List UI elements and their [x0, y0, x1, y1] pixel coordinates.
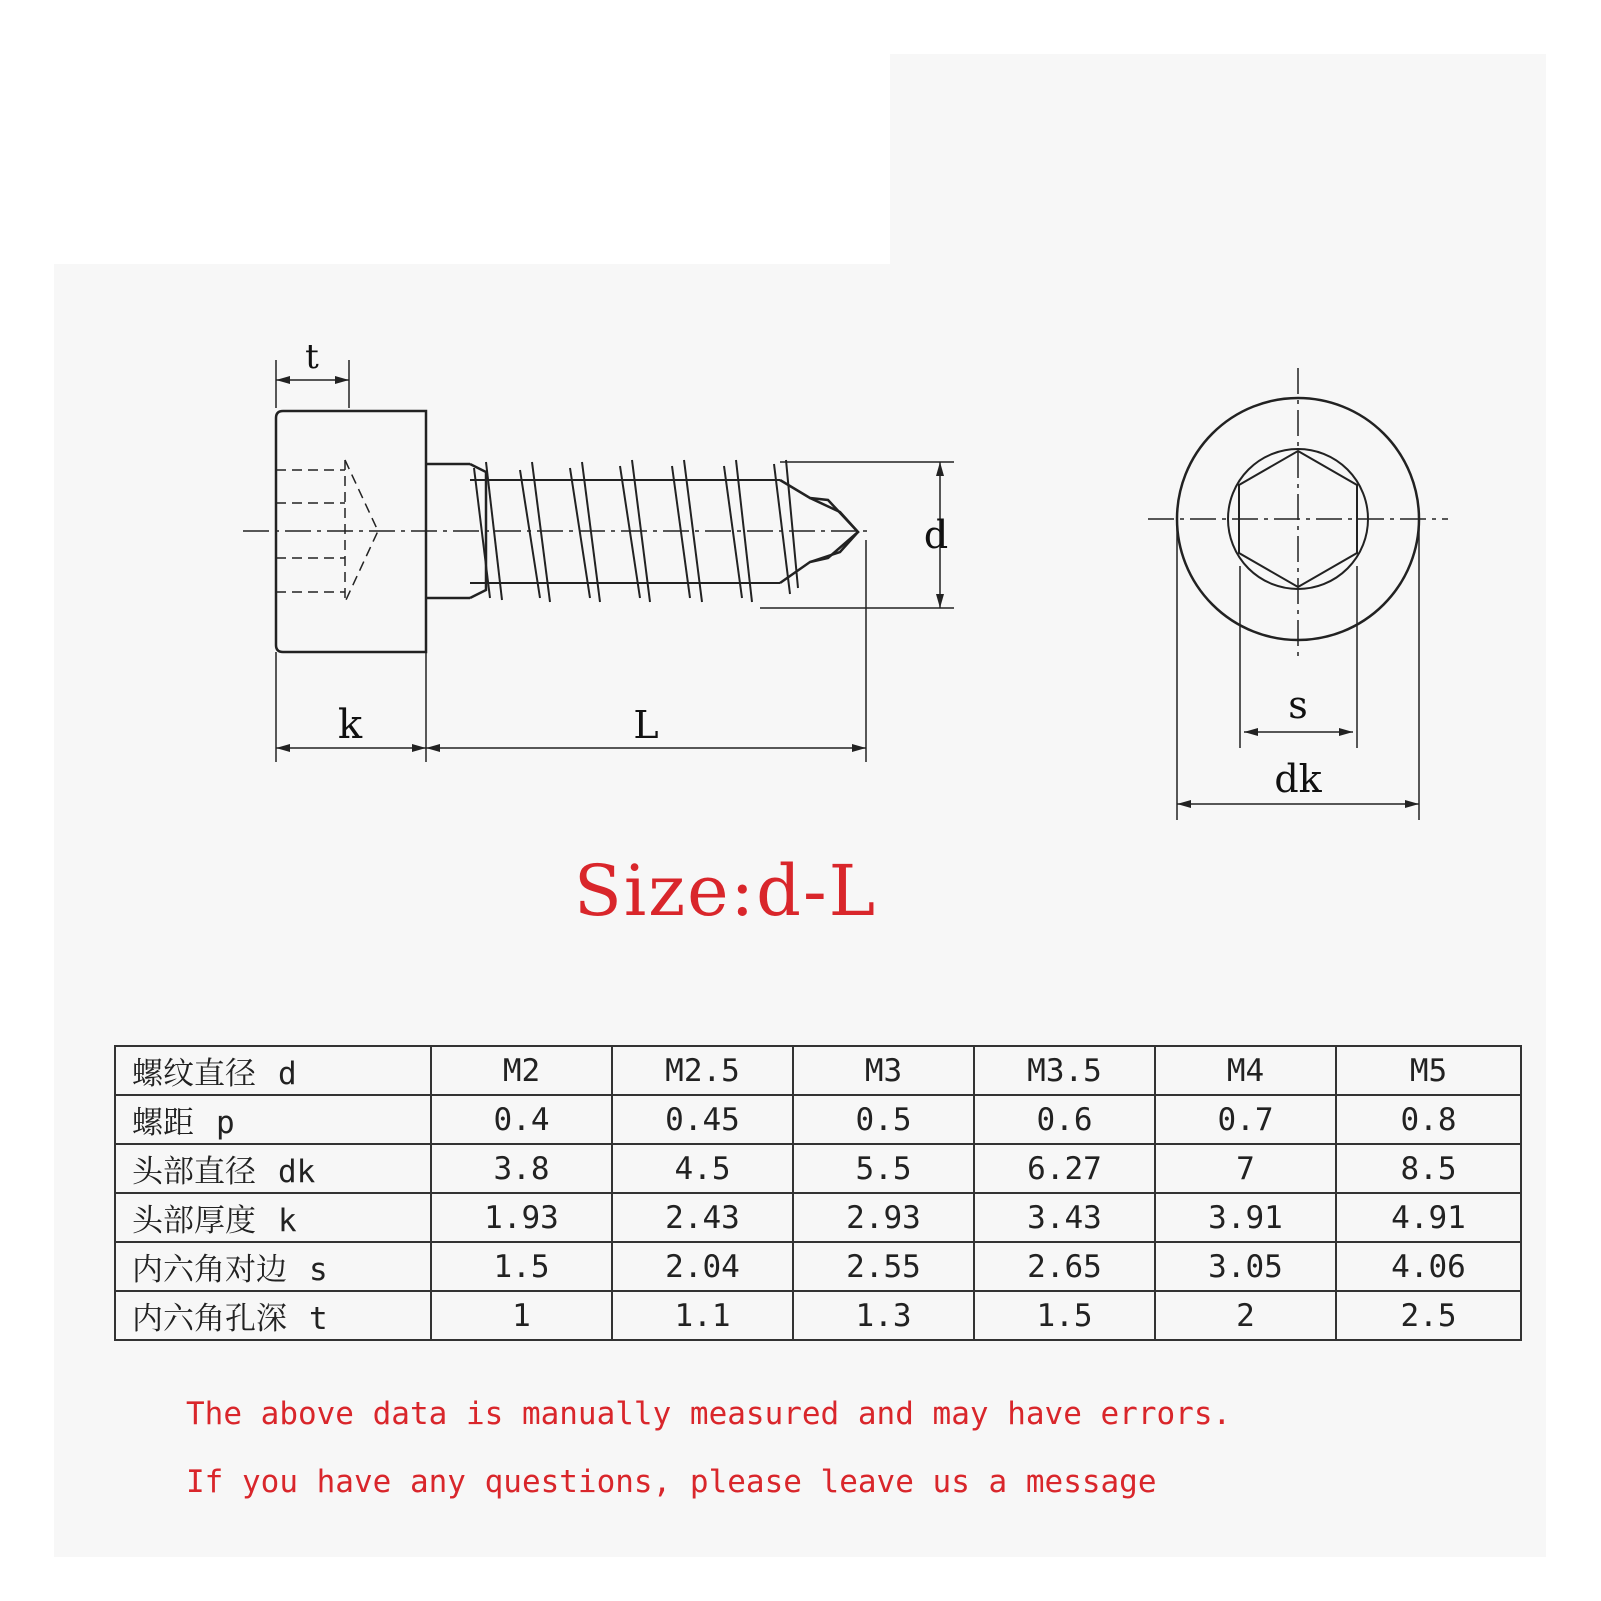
label-k: k	[337, 702, 363, 748]
specification-table	[114, 1045, 1522, 1341]
table-cell: 3.05	[1155, 1242, 1336, 1291]
row-label-text: 头部厚度	[132, 1203, 256, 1239]
row-symbol: dk	[278, 1154, 316, 1190]
table-cell: 1.93	[431, 1193, 612, 1242]
table-cell: 1	[431, 1291, 612, 1340]
table-cell: 0.4	[431, 1095, 612, 1144]
row-symbol: d	[278, 1056, 297, 1092]
table-cell: 1.1	[612, 1291, 793, 1340]
row-label	[115, 1291, 431, 1340]
table-cell: 8.5	[1336, 1144, 1521, 1193]
row-label	[115, 1193, 431, 1242]
table-cell: M2.5	[612, 1046, 793, 1095]
row-label	[115, 1095, 431, 1144]
table-cell: 2	[1155, 1291, 1336, 1340]
table-cell: 2.55	[793, 1242, 974, 1291]
table-cell: 4.06	[1336, 1242, 1521, 1291]
table-cell: M2	[431, 1046, 612, 1095]
contact-note: If you have any questions, please leave us a message	[186, 1464, 1157, 1500]
row-label-text: 螺距	[132, 1105, 194, 1141]
table-cell: 6.27	[974, 1144, 1155, 1193]
row-label	[115, 1144, 431, 1193]
row-symbol: s	[309, 1252, 328, 1288]
table-cell: 4.5	[612, 1144, 793, 1193]
table-cell: 2.93	[793, 1193, 974, 1242]
table-cell: 2.65	[974, 1242, 1155, 1291]
table-cell: 7	[1155, 1144, 1336, 1193]
row-symbol: t	[309, 1301, 328, 1337]
table-cell: M5	[1336, 1046, 1521, 1095]
table-row	[115, 1291, 1521, 1340]
row-symbol: k	[278, 1203, 297, 1239]
table-cell: M3.5	[974, 1046, 1155, 1095]
row-label-text: 内六角对边	[132, 1252, 287, 1288]
table-cell: 1.3	[793, 1291, 974, 1340]
table-cell: 2.43	[612, 1193, 793, 1242]
table-cell: M3	[793, 1046, 974, 1095]
screw-head-end-view	[1148, 368, 1448, 662]
row-label-text: 头部直径	[132, 1154, 256, 1190]
table-cell: 2.04	[612, 1242, 793, 1291]
table-row	[115, 1095, 1521, 1144]
table-cell: 3.8	[431, 1144, 612, 1193]
table-cell: 0.8	[1336, 1095, 1521, 1144]
table-row	[115, 1242, 1521, 1291]
row-label	[115, 1046, 431, 1095]
size-title: Size:d-L	[573, 850, 878, 932]
table-cell: M4	[1155, 1046, 1336, 1095]
row-symbol: p	[216, 1105, 235, 1141]
table-cell: 5.5	[793, 1144, 974, 1193]
table-cell: 0.7	[1155, 1095, 1336, 1144]
label-l: L	[633, 703, 659, 747]
table-cell: 1.5	[974, 1291, 1155, 1340]
table-cell: 3.91	[1155, 1193, 1336, 1242]
table-cell: 0.6	[974, 1095, 1155, 1144]
table-row	[115, 1144, 1521, 1193]
table-row	[115, 1046, 1521, 1095]
row-label-text: 螺纹直径	[132, 1056, 256, 1092]
table-cell: 0.5	[793, 1095, 974, 1144]
label-t: t	[305, 337, 319, 377]
label-d: d	[923, 513, 949, 557]
table-cell: 3.43	[974, 1193, 1155, 1242]
table-cell: 4.91	[1336, 1193, 1521, 1242]
table-row	[115, 1193, 1521, 1242]
table-cell: 0.45	[612, 1095, 793, 1144]
row-label-text: 内六角孔深	[132, 1301, 287, 1337]
disclaimer-note: The above data is manually measured and may have errors.	[186, 1396, 1232, 1432]
table-cell: 1.5	[431, 1242, 612, 1291]
label-s: s	[1288, 683, 1308, 727]
table-cell: 2.5	[1336, 1291, 1521, 1340]
label-dk: dk	[1274, 757, 1322, 801]
row-label	[115, 1242, 431, 1291]
